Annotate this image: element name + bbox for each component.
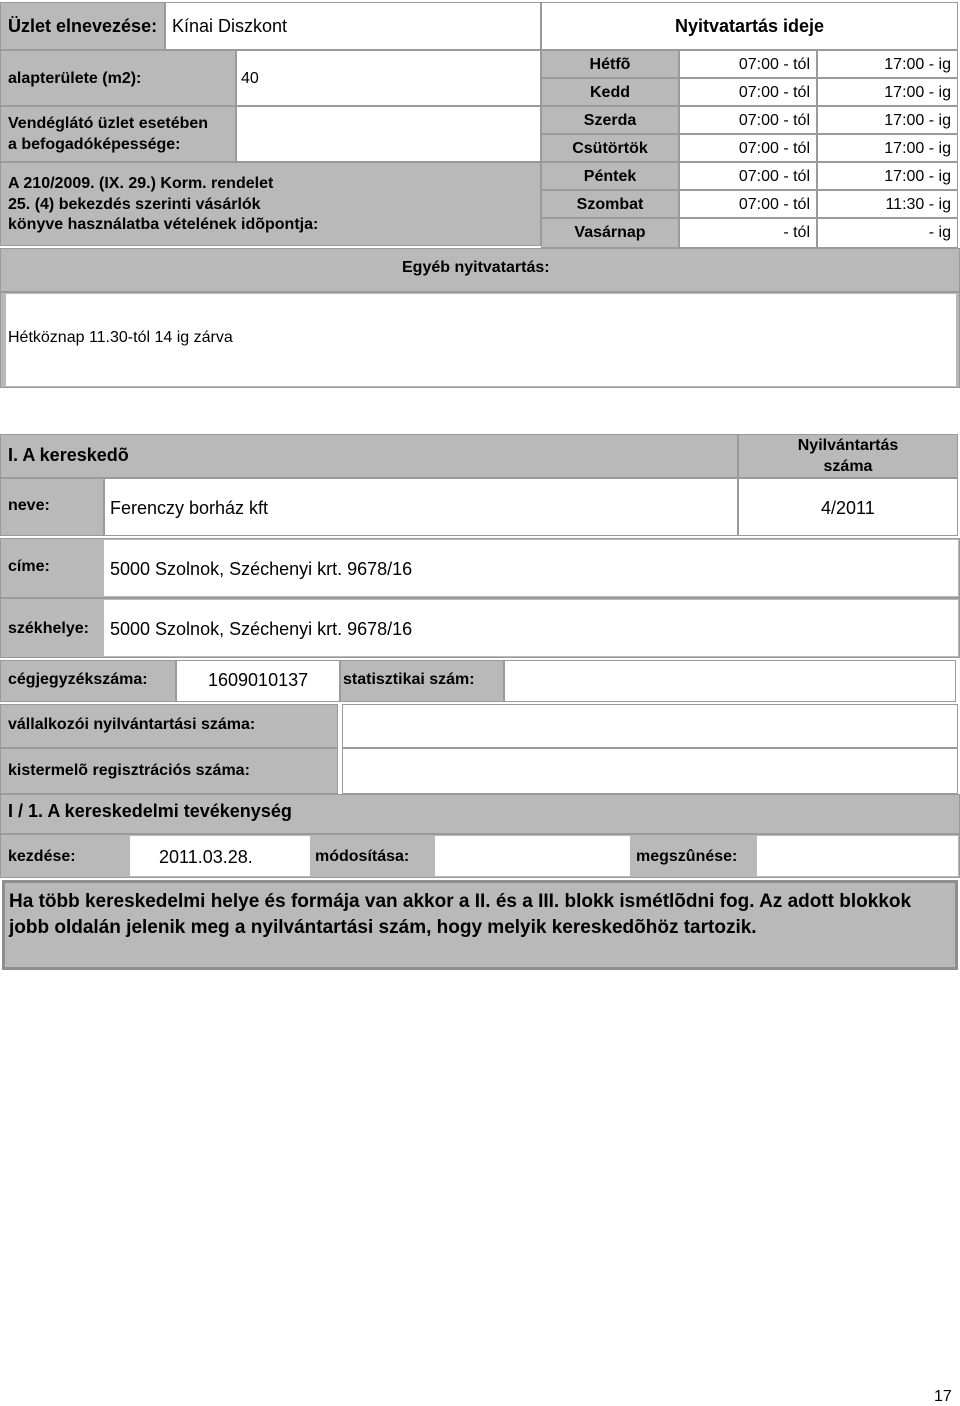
entrepreneur-value-cell [342, 704, 958, 748]
hours-from-value: - tól [783, 224, 810, 241]
hours-from-value: 07:00 - tól [738, 168, 810, 185]
hours-day-label: Vasárnap [574, 224, 646, 241]
hours-from-value: 07:00 - tól [738, 112, 810, 129]
activity-modify-label: módosítása: [315, 848, 410, 865]
hours-to-value: 17:00 - ig [884, 168, 951, 185]
stat-value-cell [504, 660, 956, 702]
hours-day-label: Szerda [583, 112, 637, 129]
activity-modify-value-cell [435, 836, 630, 876]
merchant-name-value: Ferenczy borház kft [110, 498, 269, 518]
capacity-label-line1: Vendéglátó üzlet esetében [8, 115, 209, 132]
hours-from-value: 07:00 - tól [738, 140, 810, 157]
capacity-value-cell [236, 106, 541, 162]
store-name-value: Kínai Diszkont [172, 16, 288, 36]
activity-section-title: I / 1. A kereskedelmi tevékenység [8, 801, 292, 821]
hours-to-value: 17:00 - ig [884, 84, 951, 101]
registry-value: 4/2011 [821, 498, 875, 518]
store-area-value-cell [236, 50, 541, 106]
hours-to-value: - ig [928, 224, 951, 241]
hours-day-label: Hétfõ [589, 56, 631, 73]
hours-day-label: Szombat [576, 196, 644, 213]
seat-label: székhelye: [8, 620, 89, 637]
entrepreneur-label: vállalkozói nyilvántartási száma: [8, 716, 256, 733]
hours-from-value: 07:00 - tól [738, 196, 810, 213]
merchant-name-label: neve: [8, 497, 50, 514]
activity-end-value-cell [757, 836, 958, 876]
regulation-line1: A 210/2009. (IX. 29.) Korm. rendelet [8, 175, 274, 192]
hours-day-label: Péntek [583, 168, 637, 185]
hours-to-value: 11:30 - ig [885, 196, 951, 213]
address-value: 5000 Szolnok, Széchenyi krt. 9678/16 [110, 559, 413, 579]
hours-title: Nyitvatartás ideje [674, 16, 825, 36]
activity-start-value: 2011.03.28. [159, 847, 253, 867]
hours-day-label: Csütörtök [572, 140, 648, 157]
company-reg-label: cégjegyzékszáma: [8, 671, 148, 688]
store-area-value: 40 [241, 70, 259, 87]
smallholder-value-cell [342, 748, 958, 794]
regulation-line3: könyve használatba vételének idõpontja: [8, 216, 319, 233]
hours-from-value: 07:00 - tól [738, 56, 810, 73]
activity-end-label: megszûnése: [636, 848, 738, 865]
hours-to-value: 17:00 - ig [884, 140, 951, 157]
hours-to-value: 17:00 - ig [884, 112, 951, 129]
merchant-section-title: I. A kereskedõ [8, 445, 129, 465]
capacity-label-line2: a befogadóképessége: [8, 136, 181, 153]
activity-start-label: kezdése: [8, 848, 76, 865]
smallholder-label: kistermelõ regisztrációs száma: [8, 762, 250, 779]
registry-header-line1: Nyilvántartás [797, 437, 899, 454]
stat-label: statisztikai szám: [343, 671, 475, 688]
other-hours-label: Egyéb nyitvatartás: [402, 259, 550, 276]
hours-to-value: 17:00 - ig [884, 56, 951, 73]
address-label: címe: [8, 558, 50, 575]
registry-header-line2: száma [823, 458, 873, 475]
hours-day-label: Kedd [590, 84, 630, 101]
store-name-label: Üzlet elnevezése: [8, 16, 158, 36]
hours-from-value: 07:00 - tól [738, 84, 810, 101]
company-reg-value: 1609010137 [208, 670, 309, 690]
seat-value: 5000 Szolnok, Széchenyi krt. 9678/16 [110, 619, 413, 639]
store-area-label: alapterülete (m2): [8, 70, 142, 87]
page-number: 17 [934, 1388, 952, 1405]
regulation-line2: 25. (4) bekezdés szerinti vásárlók [8, 196, 261, 213]
other-hours-value: Hétköznap 11.30-tól 14 ig zárva [8, 329, 233, 346]
note-text: Ha több kereskedelmi helye és formája van akkor a II. és a III. blokk ismétlõdni fog. Az adott blokkok jobb oldalán jelenik meg a nyilvántartási szám, hogy melyik kereskedõhöz tartozik. [9, 891, 912, 938]
